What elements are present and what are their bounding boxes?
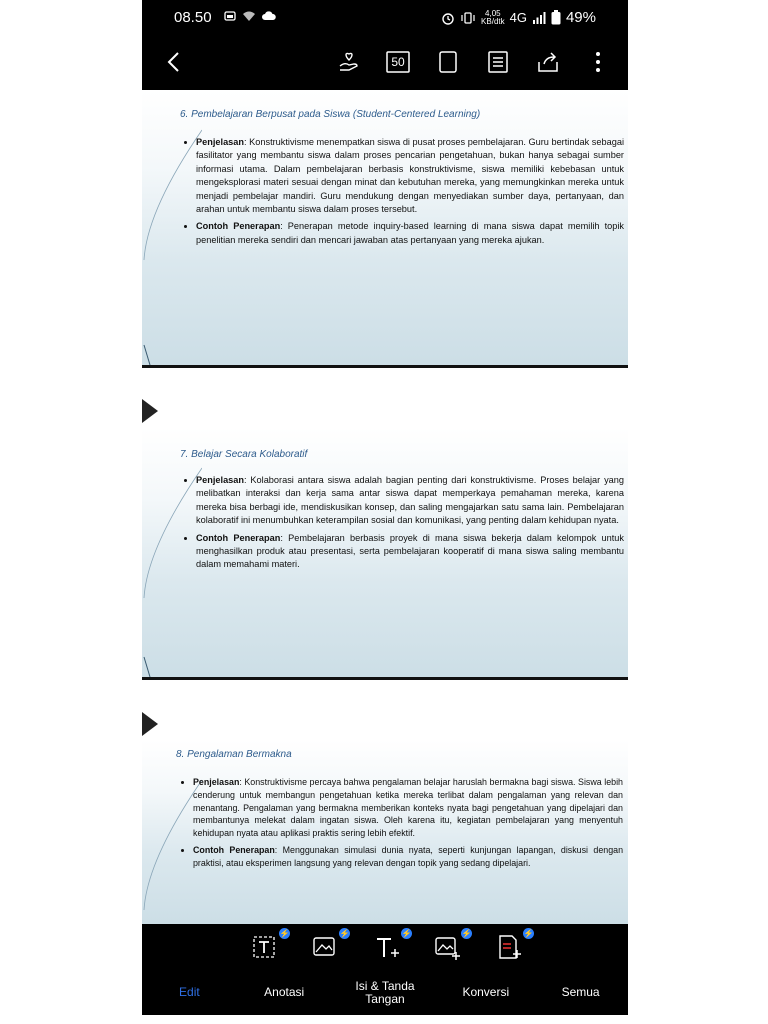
slide-bullets (180, 136, 624, 251)
vibrate-icon (460, 11, 476, 25)
share-icon (536, 50, 560, 74)
upgrade-badge-icon: ⚡ (523, 929, 534, 938)
slide-title: 7. Belajar Secara Kolaboratif (180, 449, 308, 460)
bullet-item: • Penjelasan: Konstruktivisme percaya bahwa pengalaman belajar haruslah bermakna bagi siswa. Siswa lebih cenderung untuk membangun pengetahuan ketika mereka terlibat dalam pengalaman yang relevan dan menantang. Pengalaman yang bermakna memberikan konteks nyata bagi pengetahuan yang dipelajari dan membantunya melekat dalam ingatan siswa. Oleh karena itu, kegiatan pembelajaran yang menyentuh kehidupan nyata atau aplikasi praktis sering lebih efektif. (193, 776, 623, 840)
alarm-icon (441, 11, 455, 25)
add-text-tool[interactable] (372, 929, 412, 962)
wifi-off-icon (242, 10, 256, 22)
bullet-item: • Penjelasan: Kolaborasi antara siswa adalah bagian penting dari konstruktivisme. Proses belajar yang melibatkan interaksi dan kerja sama antar siswa dapat memperkaya pemahaman mereka, karena mereka bisa berbagi ide, mendiskusikan konsep, dan saling mengajarkan satu sama lain. Pembelajaran kolaboratif ini menumbuhkan keterampilan sosial dan komunikasi, yang penting dalam kehidupan nyata. (196, 474, 624, 528)
slide-border (142, 365, 628, 368)
add-image-icon (432, 932, 462, 962)
nav-semua[interactable]: Semua (561, 985, 600, 999)
image-edit-icon (310, 932, 340, 962)
page-count: 50 (391, 55, 405, 69)
reader-mode-icon (487, 50, 509, 74)
sim-card-icon (224, 10, 236, 22)
text-box-icon (250, 932, 280, 962)
signal-icon (532, 12, 546, 24)
network-type: 4G (509, 10, 527, 25)
bottom-tools (142, 924, 628, 970)
reader-mode-button[interactable] (484, 48, 512, 76)
bottom-nav (142, 970, 628, 1015)
network-speed: 4,05 KB/dtk (481, 8, 505, 26)
slide-title: 8. Pengalaman Bermakna (176, 749, 292, 760)
edit-text-tool[interactable] (250, 929, 290, 962)
upgrade-badge-icon: ⚡ (279, 929, 290, 938)
phone-screen (142, 0, 628, 1015)
notification-icons (224, 10, 276, 22)
upgrade-badge-icon: ⚡ (461, 929, 472, 938)
share-button[interactable] (534, 48, 562, 76)
add-image-tool[interactable] (432, 929, 472, 962)
hand-sign-button[interactable] (335, 48, 363, 76)
slide-border (142, 677, 628, 680)
slide-bullets (180, 474, 624, 576)
status-bar (142, 0, 628, 34)
page-count-button[interactable] (384, 48, 412, 76)
slide-marker (142, 399, 158, 423)
page-tool[interactable] (494, 929, 534, 962)
nav-konversi[interactable]: Konversi (462, 985, 510, 999)
slide-title: 6. Pembelajaran Berpusat pada Siswa (Student-Centered Learning) (180, 109, 481, 120)
status-right (441, 9, 596, 26)
cloud-icon (262, 10, 276, 22)
bullet-item: • Contoh Penerapan: Menggunakan simulasi dunia nyata, seperti kunjungan lapangan, diskusi dengan praktisi, atau eksperimen langsung yang relevan dengan topik yang sedang dipelajari. (193, 844, 623, 870)
status-time: 08.50 (174, 9, 212, 26)
nav-anotasi[interactable]: Anotasi (264, 985, 305, 999)
nav-isi-tanda-tangan[interactable]: Isi & Tanda Tangan (355, 978, 415, 1006)
document-view[interactable] (142, 90, 628, 924)
battery-percent: 49% (565, 9, 596, 26)
slide-marker (142, 712, 158, 736)
upgrade-badge-icon: ⚡ (339, 929, 350, 938)
more-options-button[interactable] (584, 48, 612, 76)
add-page-icon (494, 932, 524, 962)
chevron-left-icon (166, 51, 182, 73)
slide-bullets (177, 776, 623, 874)
slide-7 (142, 428, 628, 677)
battery-icon (551, 10, 561, 25)
more-vertical-icon (595, 51, 601, 73)
upgrade-badge-icon: ⚡ (401, 929, 412, 938)
bullet-item: • Penjelasan: Konstruktivisme menempatkan siswa di pusat proses pembelajaran. Guru bertindak sebagai fasilitator yang membantu siswa dalam proses pencarian pengetahuan, bukan hanya sebagai sumber informasi utama. Dalam pembelajaran berbasis konstruktivisme, siswa memiliki kebebasan untuk mengeksplorasi materi sesuai dengan minat dan kebutuhan mereka, yang memungkinkan mereka untuk menjadi pembelajar mandiri. Guru mendukung dengan menyediakan sumber daya, pertanyaan, dan arahan untuk membantu siswa dalam proses tersebut. (196, 136, 624, 216)
fit-screen-icon (437, 50, 459, 74)
add-text-icon (372, 932, 402, 962)
slide-6 (142, 90, 628, 365)
bullet-item: • Contoh Penerapan: Pembelajaran berbasis proyek di mana siswa bekerja dalam kelompok untuk menghasilkan produk atau presentasi, serta pembelajaran kooperatif di mana siswa saling membantu dalam memahami materi. (196, 532, 624, 572)
edit-image-tool[interactable] (310, 929, 350, 962)
back-button[interactable] (160, 48, 188, 76)
viewer-toolbar (142, 34, 628, 90)
nav-edit[interactable]: Edit (179, 985, 200, 999)
hand-heart-icon (337, 50, 361, 74)
slide-8 (142, 740, 628, 924)
bullet-item: • Contoh Penerapan: Penerapan metode inquiry-based learning di mana siswa dapat memilih topik penelitian mereka sendiri dan mencari jawaban atas pertanyaan yang mereka ajukan. (196, 220, 624, 247)
fit-screen-button[interactable] (434, 48, 462, 76)
